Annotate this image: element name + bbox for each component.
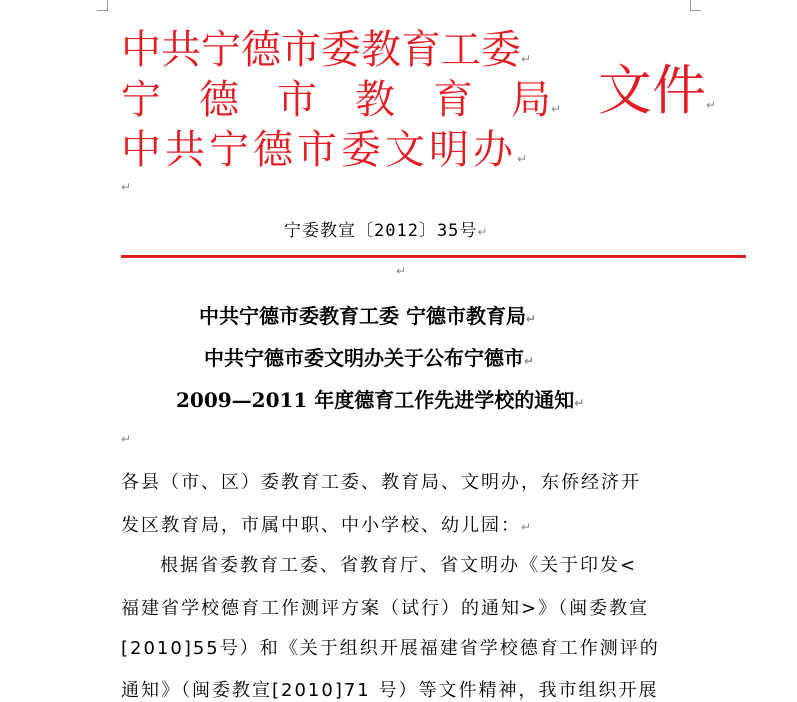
body-line-4 xyxy=(121,594,649,620)
body-line-2 xyxy=(121,511,533,537)
paragraph-mark: ↵ xyxy=(524,354,535,368)
paragraph-mark: ↵ xyxy=(121,180,132,194)
paragraph-mark: ↵ xyxy=(477,225,489,239)
body-line-6-text: 通知》（闽委教宣[2010]71 号）等文件精神，我市组织开展 xyxy=(121,680,659,701)
body-line-3-text: 根据省委教育工委、省教育厅、省文明办《关于印发< xyxy=(160,555,638,576)
header-char: 教 xyxy=(355,77,395,123)
doc-title-line-3 xyxy=(176,384,584,413)
header-line-3-text: 中共宁德市委文明办 xyxy=(121,127,517,173)
paragraph-mark: ↵ xyxy=(121,432,132,446)
paragraph-mark: ↵ xyxy=(521,520,534,534)
doc-title-line-2-text: 中共宁德市委文明办关于公布宁德市 xyxy=(204,346,524,370)
paragraph-mark: ↵ xyxy=(521,52,532,66)
body-line-5 xyxy=(121,634,660,660)
doc-title-line-1-text: 中共宁德市委教育工委 宁德市教育局 xyxy=(199,304,526,328)
paragraph-mark: ↵ xyxy=(574,396,585,410)
doc-title-line-1 xyxy=(199,300,536,329)
body-line-1 xyxy=(121,468,641,494)
header-char: 育 xyxy=(433,77,473,123)
header-line-1 xyxy=(121,18,531,75)
header-suffix-text: 文件 xyxy=(598,59,706,122)
header-suffix xyxy=(598,48,716,125)
header-char: 德 xyxy=(199,77,239,123)
crop-mark-right xyxy=(690,0,701,11)
header-line-3 xyxy=(121,118,531,175)
header-line-1-text: 中共宁德市委教育工委 xyxy=(121,27,521,73)
body-line-2-text: 发区教育局，市属中职、中小学校、幼儿园： xyxy=(121,515,521,536)
doc-number-text: 宁委教宣〔2012〕35号 xyxy=(284,221,478,241)
doc-number xyxy=(284,216,488,241)
paragraph-mark: ↵ xyxy=(551,102,562,116)
body-line-4-text: 福建省学校德育工作测评方案（试行）的通知>》（闽委教宣 xyxy=(121,598,650,619)
paragraph-mark: ↵ xyxy=(517,152,532,166)
paragraph-mark: ↵ xyxy=(706,98,717,112)
body-line-6 xyxy=(121,676,658,702)
paragraph-mark: ↵ xyxy=(525,312,537,326)
body-line-3 xyxy=(160,551,637,577)
crop-mark-left xyxy=(97,0,108,11)
body-line-1-text: 各县（市、区）委教育工委、教育局、文明办，东侨经济开 xyxy=(121,472,641,493)
header-char: 市 xyxy=(277,77,317,123)
doc-title-line-3-text: 2009—2011 年度德育工作先进学校的通知 xyxy=(176,388,575,412)
header-char: 宁 xyxy=(121,77,161,123)
body-line-5-text: [2010]55号）和《关于组织开展福建省学校德育工作测评的 xyxy=(121,638,660,659)
header-line-2 xyxy=(121,68,561,125)
header-char: 局 xyxy=(511,77,551,123)
paragraph-mark: ↵ xyxy=(396,264,407,278)
doc-title-line-2 xyxy=(204,342,534,371)
red-divider xyxy=(121,255,746,258)
